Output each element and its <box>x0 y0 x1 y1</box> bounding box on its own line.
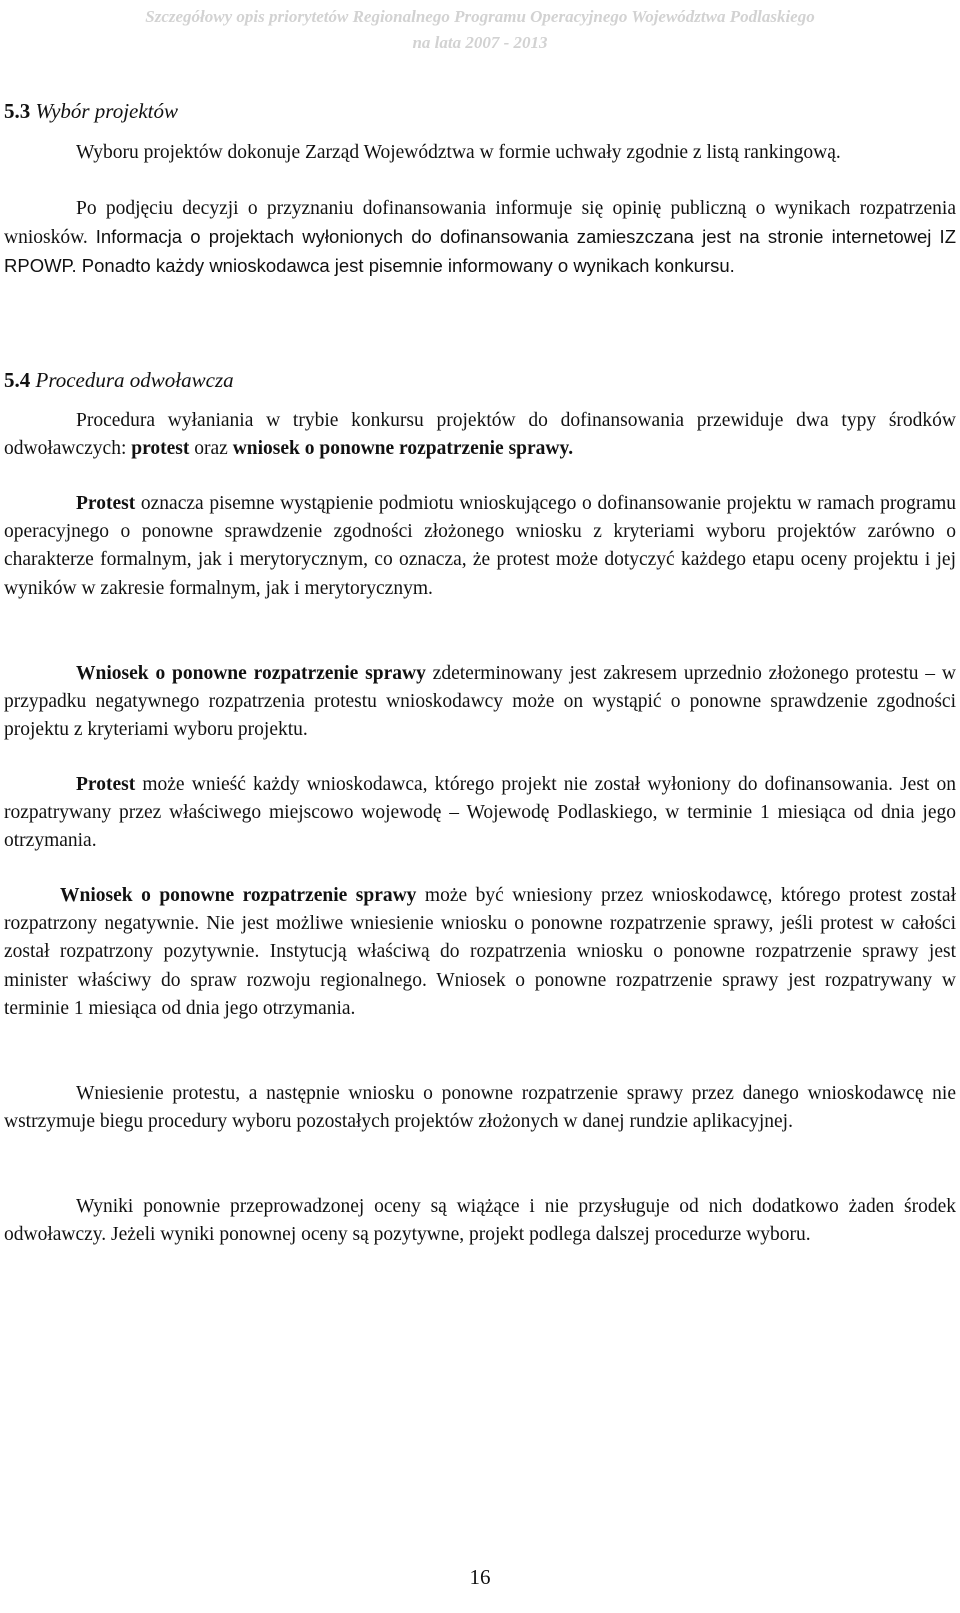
header-line-1: Szczegółowy opis priorytetów Regionalnego Programu Operacyjnego Województwa Podlaskiego <box>145 7 815 26</box>
paragraph-wniesienie: Wniesienie protestu, a następnie wniosku o ponowne rozpatrzenie sprawy przez danego wnioskodawcę nie wstrzymuje biegu procedury wyboru pozostałych projektów złożonych w danej rundzie aplikacyjnej. <box>4 1083 956 1133</box>
header-line-2: na lata 2007 - 2013 <box>412 33 548 52</box>
section-heading-5-3 <box>4 96 178 126</box>
paragraph-protest-definition: Protest oznacza pisemne wystąpienie podmiotu wnioskującego o dofinansowanie projektu w ramach programu operacyjnego o ponowne sprawdzenie zgodności złożonego wniosku z kryteriami wyboru projektów zarówno o charakterze formalnym, jak i merytorycznym, co oznacza, że protest może dotyczyć każdego etapu oceny projektu i jej wyników w zakresie formalnym, jak i merytorycznym. <box>4 493 956 599</box>
section-title: Procedura odwoławcza <box>35 368 234 392</box>
paragraph-protest-who: Protest może wnieść każdy wnioskodawca, którego projekt nie został wyłoniony do dofinansowania. Jest on rozpatrywany przez właściwego miejscowo wojewodę – Wojewodę Podlaskiego, w terminie 1 miesiąca od dnia jego otrzymania. <box>4 774 956 852</box>
section-heading-5-4 <box>4 365 234 395</box>
section-title: Wybór projektów <box>35 99 179 123</box>
running-header <box>0 4 960 56</box>
paragraph-decyzja: Po podjęciu decyzji o przyznaniu dofinansowania informuje się opinię publiczną o wynikach rozpatrzenia wniosków. Informacja o projektach wyłonionych do dofinansowania zamieszczana jest na stronie internetowej IZ RPOWP. Ponadto każdy wnioskodawca jest pisemnie informowany o wynikach konkursu. <box>4 198 956 277</box>
paragraph-procedura-intro: Procedura wyłaniania w trybie konkursu projektów do dofinansowania przewiduje dwa typy środków odwoławczych: protest oraz wniosek o ponowne rozpatrzenie sprawy. <box>4 410 956 460</box>
section-number: 5.4 <box>4 368 31 392</box>
paragraph-wybor: Wyboru projektów dokonuje Zarząd Województwa w formie uchwały zgodnie z listą rankingową. <box>76 142 841 163</box>
paragraph-wniosek-who: Wniosek o ponowne rozpatrzenie sprawy może być wniesiony przez wnioskodawcę, którego protest został rozpatrzony negatywnie. Nie jest możliwe wniesienie wniosku o ponowne rozpatrzenie sprawy, jeśli protest w całości został rozpatrzony pozytywnie. Instytucją właściwą do rozpatrzenia wniosku o ponowne rozpatrzenie sprawy jest minister właściwy do spraw rozwoju regionalnego. Wniosek o ponowne rozpatrzenie sprawy jest rozpatrywany w terminie 1 miesiąca od dnia jego otrzymania. <box>4 885 956 1019</box>
paragraph-wniosek-definition: Wniosek o ponowne rozpatrzenie sprawy zdeterminowany jest zakresem uprzednio złożonego protestu – w przypadku negatywnego rozpatrzenia protestu wnioskodawcy może on wystąpić o ponowne sprawdzenie zgodności projektu z kryteriami wyboru projektu. <box>4 663 956 741</box>
section-number: 5.3 <box>4 99 31 123</box>
paragraph-wyniki: Wyniki ponownie przeprowadzonej oceny są wiążące i nie przysługuje od nich dodatkowo żaden środek odwoławczy. Jeżeli wyniki ponownej oceny są pozytywne, projekt podlega dalszej procedurze wyboru. <box>4 1196 956 1246</box>
page-number: 16 <box>469 1565 491 1589</box>
